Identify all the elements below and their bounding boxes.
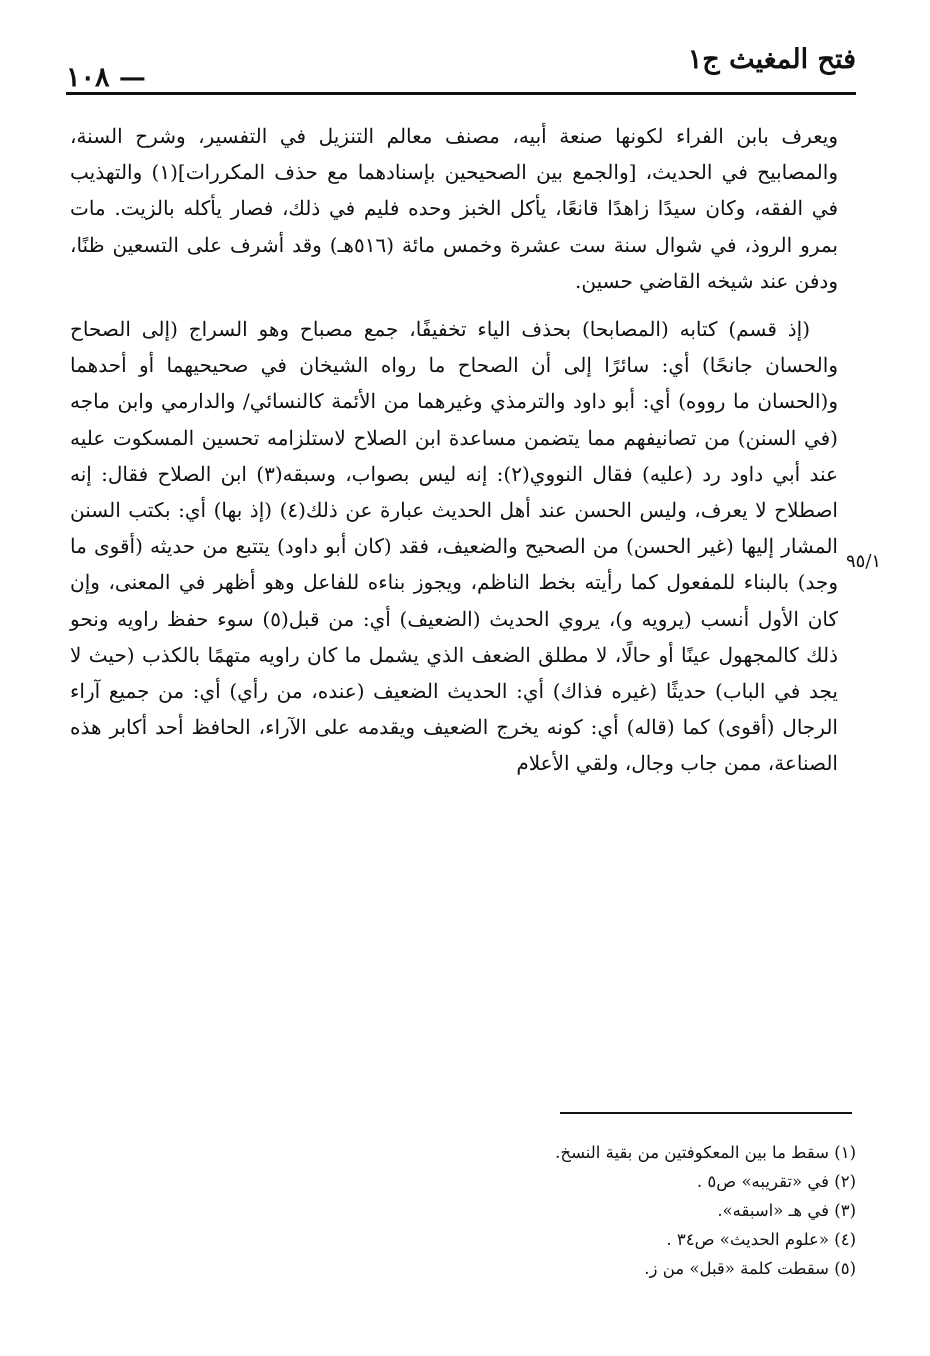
footnote-2: (٢) في «تقريبه» ص٥ . [696, 1172, 856, 1191]
footnote-1: (١) سقط ما بين المعكوفتين من بقية النسخ. [555, 1143, 856, 1162]
main-text [70, 118, 838, 782]
paragraph-1: ويعرف بابن الفراء لكونها صنعة أبيه، مصنف معالم التنزيل في التفسير، وشرح السنة، والمصابيح في الحديث، [والجمع بين الصحيحين بإسنادهما مع حذف المكررات](١) والتهذيب في الفقه، وكان سيدًا زاهدًا قانعًا، يأكل الخبز وحده فليم في ذلك، فصار يأكله بالزيت. مات بمرو الروذ، في شوال سنة ست عشرة وخمس مائة (٥١٦هـ) وقد أشرف على التسعين ظنًا، ودفن عند شيخه القاضي حسين. [70, 124, 839, 293]
book-title: فتح المغيث ج١ [687, 44, 856, 75]
footnote-3: (٣) في هـ «اسبقه». [717, 1201, 856, 1220]
page-header [66, 40, 856, 98]
paragraph-2: (إذ قسم) كتابه (المصابحا) بحذف الياء تخفيفًا، جمع مصباح وهو السراج (إلى الصحاح والحسان جانحًا) أي: سائرًا إلى أن الصحاح ما رواه الشيخان في صحيحيهما أو أحدهما و(الحسان ما رووه) أي: أبو داود والترمذي وغيرهما من الأئمة كالنسائي/ والدارمي وابن ماجه (في السنن) من تصانيفهم مما يتضمن مساعدة ابن الصلاح لاستلزامه تحسين المسكوت عليه عند أبي داود رد (عليه) فقال النووي(٢): إنه ليس بصواب، وسبقه(٣) ابن الصلاح فقال: إنه اصطلاح لا يعرف، وليس الحسن عند أهل الحديث عبارة عن ذلك(٤) (إذ بها) أي: بكتب السنن المشار إليها (غير الحسن) من الصحيح والضعيف، فقد (كان أبو داود) يتتبع من حديثه (أقوى ما وجد) بالبناء للمفعول كما رأيته بخط الناظم، ويجوز بناءه للفاعل وهو أظهر في المعنى، وإن كان الأول أنسب (يرويه و)، يروي الحديث (الضعيف) أي: من قبل(٥) سوء حفظ راويه ونحو ذلك كالمجهول عينًا أو حالًا، لا مطلق الضعف الذي يشمل ما كان راويه متهمًا بالكذب (حيث لا يجد في الباب) حديثًا (غيره فذاك) أي: الحديث الضعيف (عنده، من رأي) أي: من جميع آراء الرجال (أقوى) كما (قاله) أي: كونه يخرج الضعيف ويقدمه على الآراء، الحافظ أحد أكابر هذه الصناعة، ممن جاب وجال، ولقي الأعلام [70, 317, 838, 776]
footnote-5: (٥) سقطت كلمة «قبل» من ز. [644, 1259, 856, 1278]
footnote-4: (٤) «علوم الحديث» ص٣٤ . [666, 1230, 856, 1249]
margin-folio-note: ٩٥/١ [846, 551, 882, 572]
footnote-separator [560, 1112, 852, 1114]
page-number: — ١٠٨ [66, 62, 146, 93]
footnotes [430, 1138, 856, 1283]
header-rule [66, 92, 856, 95]
